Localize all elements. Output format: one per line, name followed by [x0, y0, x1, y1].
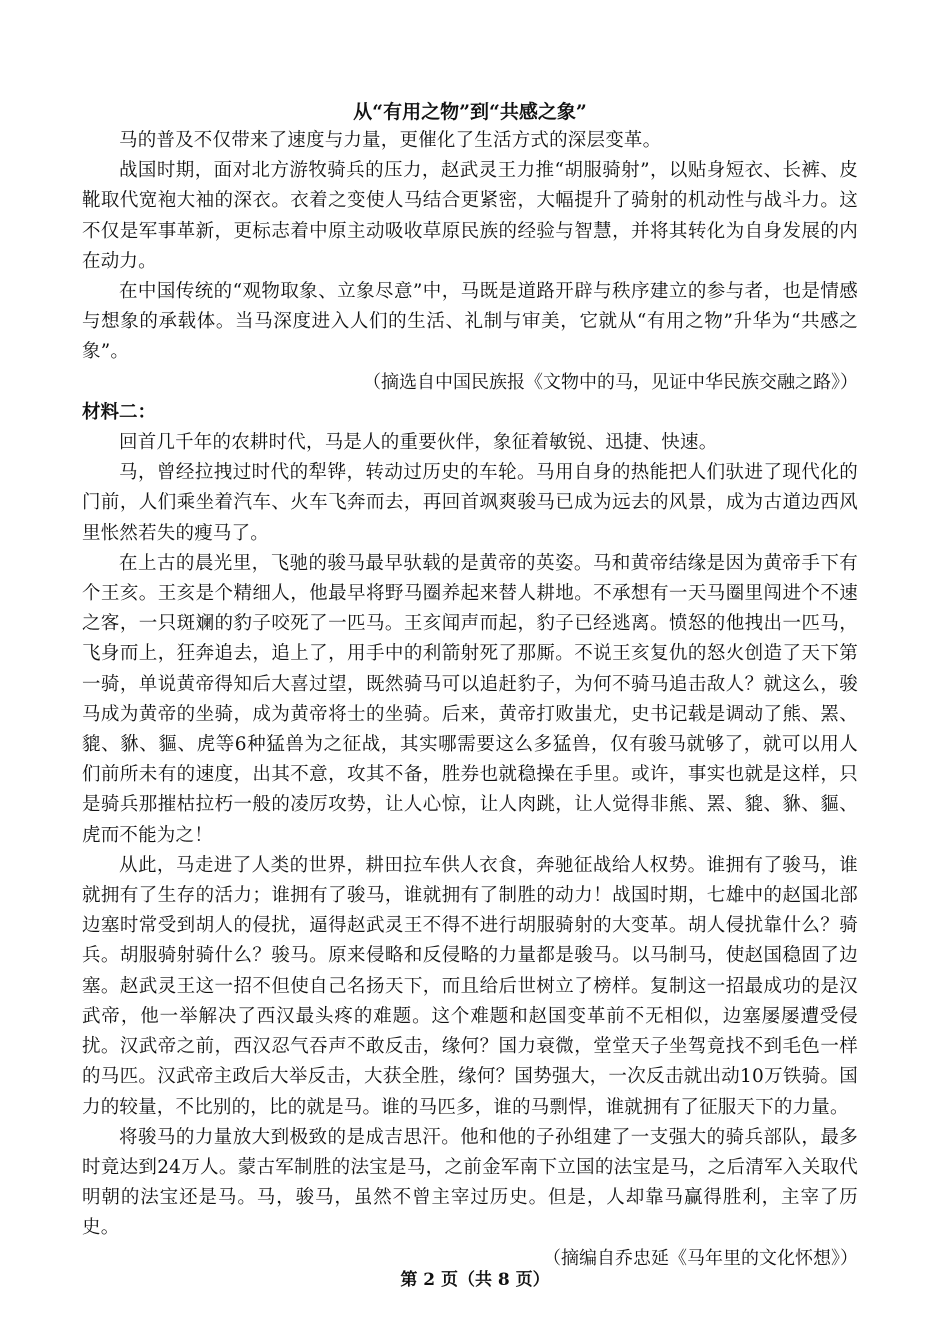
page-number: 第 2 页（共 8 页） — [400, 1270, 550, 1290]
source-citation: （摘编自乔忠延《马年里的文化怀想》） — [543, 1247, 858, 1269]
paragraph: 马的普及不仅带来了速度与力量，更催化了生活方式的深层变革。 — [119, 130, 662, 151]
section-heading: 材料二： — [82, 401, 157, 423]
paragraph: 战国时期，面对北方游牧骑兵的压力，赵武灵王力推“胡服骑射”，以贴身短衣、长裤、皮靴取代宽袍大袖的深衣。衣着之变使人马结合更紧密，大幅提升了骑射的机动性与战斗力。这不仅是军事革新，更标志着中原主动吸收草原民族的经验与智慧，并将其转化为自身发展的内在动力。 — [82, 160, 858, 272]
paragraph: 回首几千年的农耕时代，马是人的重要伙伴，象征着敏锐、迅捷、快速。 — [119, 432, 718, 454]
source-citation: （摘选自中国民族报《文物中的马，见证中华民族交融之路》） — [363, 371, 858, 393]
article-title: 从“有用之物”到“共感之象” — [353, 101, 587, 123]
paragraph: 马，曾经拉拽过时代的犁铧，转动过历史的车轮。马用自身的热能把人们驮进了现代化的门前，人们乘坐着汽车、火车飞奔而去，再回首飒爽骏马已成为远去的风景，成为古道边西风里怅然若失的瘦马了。 — [82, 462, 858, 544]
paragraph: 将骏马的力量放大到极致的是成吉思汗。他和他的子孙组建了一支强大的骑兵部队，最多时竟达到24万人。蒙古军制胜的法宝是马，之前金军南下立国的法宝是马，之后清军入关取代明朝的法宝还是马。马，骏马，虽然不曾主宰过历史。但是，人却靠马赢得胜利，主宰了历史。 — [82, 1126, 858, 1239]
paragraph: 从此，马走进了人类的世界，耕田拉车供人衣食，奔驰征战给人权势。谁拥有了骏马，谁就拥有了生存的活力；谁拥有了骏马，谁就拥有了制胜的动力！战国时期，七雄中的赵国北部边塞时常受到胡人的侵扰，逼得赵武灵王不得不进行胡服骑射的大变革。胡人侵扰靠什么？骑兵。胡服骑射骑什么？骏马。原来侵略和反侵略的力量都是骏马。以马制马，使赵国稳固了边塞。赵武灵王这一招不但使自己名扬天下，而且给后世树立了榜样。复制这一招最成功的是汉武帝，他一举解决了西汉最头疼的难题。这个难题和赵国变革前不无相似，边塞屡屡遭受侵扰。汉武帝之前，西汉忍气吞声不敢反击，缘何？国力衰微，堂堂天子坐驾竟找不到毛色一样的马匹。汉武帝主政后大举反击，大获全胜，缘何？国势强大，一次反击就出动10万铁骑。国力的较量，不比别的，比的就是马。谁的马匹多，谁的马剽悍，谁就拥有了征服天下的力量。 — [82, 854, 858, 1118]
document-page — [82, 98, 858, 1274]
paragraph: 在中国传统的“观物取象、立象尽意”中，马既是道路开辟与秩序建立的参与者，也是情感与想象的承载体。当马深度进入人们的生活、礼制与审美，它就从“有用之物”升华为“共感之象”。 — [82, 281, 858, 363]
paragraph: 在上古的晨光里，飞驰的骏马最早驮载的是黄帝的英姿。马和黄帝结缘是因为黄帝手下有个王亥。王亥是个精细人，他最早将野马圈养起来替人耕地。不承想有一天马圈里闯进个不速之客，一只斑斓的豹子咬死了一匹马。王亥闻声而起，豹子已经逃离。愤怒的他拽出一匹马，飞身而上，狂奔追去，追上了，用手中的利箭射死了那厮。不说王亥复仇的怒火创造了天下第一骑，单说黄帝得知后大喜过望，既然骑马可以追赶豹子，为何不骑马追击敌人？就这么，骏马成为黄帝的坐骑，成为黄帝将士的坐骑。后来，黄帝打败蚩尤，史书记载是调动了熊、罴、貔、貅、貙、虎等6种猛兽为之征战，其实哪需要这么多猛兽，仅有骏马就够了，就可以用人们前所未有的速度，出其不意，攻其不备，胜券也就稳操在手里。或许，事实也就是这样，只是骑兵那摧枯拉朽一般的凌厉攻势，让人心惊，让人肉跳，让人觉得非熊、罴、貔、貅、貙、虎而不能为之！ — [82, 552, 858, 846]
